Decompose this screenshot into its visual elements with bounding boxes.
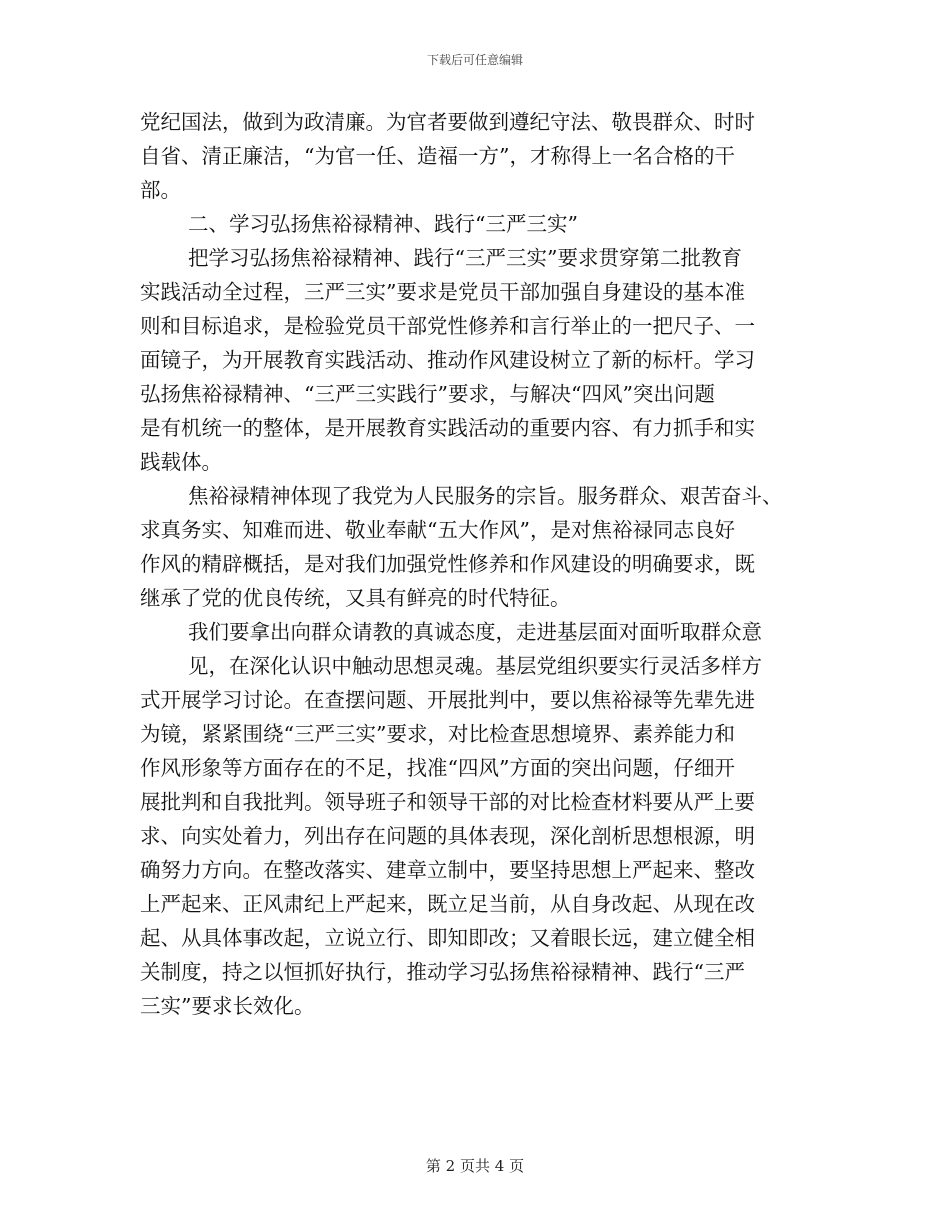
text-line: 求、向实处着力，列出存在问题的具体表现，深化剖析思想根源，明	[140, 824, 755, 848]
page-footer: 第 2 页共 4 页	[425, 1157, 525, 1175]
text-line: 三实”要求长效化。	[140, 994, 315, 1018]
text-line: 实践活动全过程，三严三实”要求是党员干部加强自身建设的基本准	[140, 280, 745, 304]
text-line: 为镜，紧紧围绕“三严三实”要求，对比检查思想境界、素养能力和	[140, 722, 735, 746]
text-line: 式开展学习讨论。在查摆问题、开展批判中，要以焦裕禄等先辈先进	[140, 688, 755, 712]
text-line: 作风的精辟概括，是对我们加强党性修养和作风建设的明确要求，既	[140, 552, 755, 576]
text-line: 确努力方向。在整改落实、建章立制中，要坚持思想上严起来、整改	[140, 858, 755, 882]
text-line: 是有机统一的整体，是开展教育实践活动的重要内容、有力抓手和实	[140, 416, 755, 440]
text-line: 弘扬焦裕禄精神、“三严三实践行”要求，与解决“四风”突出问题	[140, 382, 715, 406]
text-line: 党纪国法，做到为政清廉。为官者要做到遵纪守法、敬畏群众、时时	[140, 110, 755, 134]
text-line: 展批判和自我批判。领导班子和领导干部的对比检查材料要从严上要	[140, 790, 755, 814]
text-line: 则和目标追求，是检验党员干部党性修养和言行举止的一把尺子、一	[140, 314, 755, 338]
text-line: 自省、清正廉洁，“为官一任、造福一方”，才称得上一名合格的干	[140, 144, 735, 168]
text-line: 焦裕禄精神体现了我党为人民服务的宗旨。服务群众、艰苦奋斗、	[188, 484, 783, 508]
text-line: 面镜子，为开展教育实践活动、推动作风建设树立了新的标杆。学习	[140, 348, 755, 372]
text-line: 继承了党的优良传统，又具有鲜亮的时代特征。	[140, 586, 571, 610]
page-header: 下载后可任意编辑	[426, 53, 523, 67]
body-text	[140, 105, 820, 1023]
text-line: 二、学习弘扬焦裕禄精神、践行“三严三实”	[188, 212, 578, 236]
text-line: 关制度，持之以恒抓好执行，推动学习弘扬焦裕禄精神、践行“三严	[140, 960, 745, 984]
text-line: 践载体。	[140, 450, 222, 474]
text-line: 把学习弘扬焦裕禄精神、践行“三严三实”要求贯穿第二批教育	[188, 246, 742, 270]
text-line: 起、从具体事改起，立说立行、即知即改；又着眼长远，建立健全相	[140, 926, 755, 950]
text-line: 求真务实、知难而进、敬业奉献“五大作风”，是对焦裕禄同志良好	[140, 518, 735, 542]
text-line: 见，在深化认识中触动思想灵魂。基层党组织要实行灵活多样方	[188, 654, 762, 678]
text-line: 作风形象等方面存在的不足，找准“四风”方面的突出问题，仔细开	[140, 756, 735, 780]
text-line: 上严起来、正风肃纪上严起来，既立足当前，从自身改起、从现在改	[140, 892, 755, 916]
text-line: 部。	[140, 178, 181, 202]
text-line: 我们要拿出向群众请教的真诚态度，走进基层面对面听取群众意	[188, 620, 762, 644]
